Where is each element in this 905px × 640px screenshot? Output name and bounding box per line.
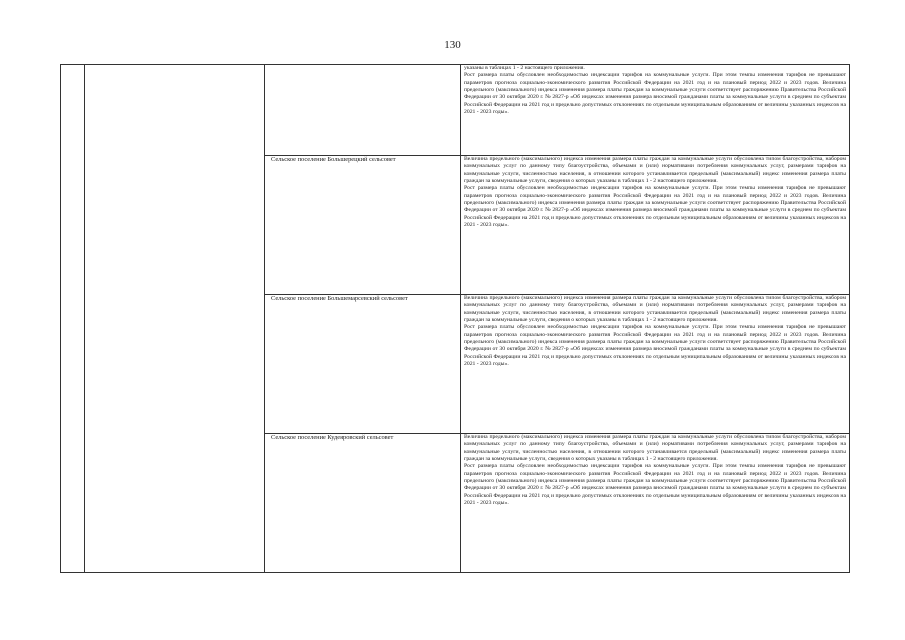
justification-text [461, 295, 849, 368]
paragraph: Величина предельного (максимального) индекса изменения размера платы граждан за коммунальные услуги обусловлена типом благоустройства, набором коммунальных услуг по данному типу благоустройства, объемами и (или) нормативами потребления коммунальных услуг, размерами тарифов на коммунальные услуги, численностью населения, в отношении которого устанавливается предельный (максимальный) индекс изменения размера платы граждан за коммунальные услуги, сведения о которых указаны в таблицах 1 - 2 настоящего приложения. [464, 295, 846, 324]
paragraph: Рост размера платы обусловлен необходимостью индексации тарифов на коммунальные услуги. При этом темпы изменения тарифов не превышают параметров прогноза социально-экономического развития Российской Федерации на 2021 год и на плановый период 2022 и 2023 годов. Величина предельного (максимального) индекса изменения размера платы граждан за коммунальные услуги соответствует распоряжению Правительства Российской Федерации от 30 октября 2020 г. № 2827-р «Об индексах изменения размера вносимой гражданами платы за коммунальные услуги в среднем по субъектам Российской Федерации на 2021 год и предельно допустимых отклонениях по отдельным муниципальным образованиям от величины указанных индексов на 2021 - 2023 годы». [464, 72, 846, 116]
justification-text [461, 434, 849, 507]
justification-cell [461, 156, 850, 295]
paragraph: Величина предельного (максимального) индекса изменения размера платы граждан за коммунальные услуги обусловлена типом благоустройства, набором коммунальных услуг по данному типу благоустройства, объемами и (или) нормативами потребления коммунальных услуг, размерами тарифов на коммунальные услуги, численностью населения, в отношении которого устанавливается предельный (максимальный) индекс изменения размера платы граждан за коммунальные услуги, сведения о которых указаны в таблицах 1 - 2 настоящего приложения. [464, 156, 846, 185]
settlement-cell [265, 434, 461, 573]
settlement-name: Сельское поселение Большемарсевский сельсовет [271, 295, 408, 302]
justification-cell [461, 295, 850, 434]
settlement-cell [265, 295, 461, 434]
settlement-name: Сельское поселение Большерецкий сельсовет [271, 156, 396, 163]
justification-text [461, 65, 849, 116]
paragraph: Величина предельного (максимального) индекса изменения размера платы граждан за коммунальные услуги обусловлена типом благоустройства, набором коммунальных услуг по данному типу благоустройства, объемами и (или) нормативами потребления коммунальных услуг, размерами тарифов на коммунальные услуги, численностью населения, в отношении которого устанавливается предельный (максимальный) индекс изменения размера платы граждан за коммунальные услуги, сведения о которых указаны в таблицах 1 - 2 настоящего приложения. [464, 434, 846, 463]
index-column [61, 65, 85, 573]
paragraph: указаны в таблицах 1 - 2 настоящего приложения. [464, 65, 585, 71]
settlement-cell [265, 65, 461, 156]
paragraph: Рост размера платы обусловлен необходимостью индексации тарифов на коммунальные услуги. При этом темпы изменения тарифов не превышают параметров прогноза социально-экономического развития Российской Федерации на 2021 год и на плановый период 2022 и 2023 годов. Величина предельного (максимального) индекса изменения размера платы граждан за коммунальные услуги соответствует распоряжению Правительства Российской Федерации от 30 октября 2020 г. № 2827-р «Об индексах изменения размера вносимой гражданами платы за коммунальные услуги в среднем по субъектам Российской Федерации на 2021 год и предельно допустимых отклонениях по отдельным муниципальным образованиям от величины указанных индексов на 2021 - 2023 годы». [464, 324, 846, 368]
justification-cell [461, 65, 850, 156]
paragraph: Рост размера платы обусловлен необходимостью индексации тарифов на коммунальные услуги. При этом темпы изменения тарифов не превышают параметров прогноза социально-экономического развития Российской Федерации на 2021 год и на плановый период 2022 и 2023 годов. Величина предельного (максимального) индекса изменения размера платы граждан за коммунальные услуги соответствует распоряжению Правительства Российской Федерации от 30 октября 2020 г. № 2827-р «Об индексах изменения размера вносимой гражданами платы за коммунальные услуги в среднем по субъектам Российской Федерации на 2021 год и предельно допустимых отклонениях по отдельным муниципальным образованиям от величины указанных индексов на 2021 - 2023 годы». [464, 185, 846, 229]
municipality-column [85, 65, 265, 573]
settlement-cell [265, 156, 461, 295]
settlement-name: Сельское поселение Кудеяровский сельсовет [271, 434, 394, 441]
table-row [61, 65, 850, 156]
indices-table [60, 64, 850, 573]
page-number: 130 [444, 39, 461, 51]
justification-cell [461, 434, 850, 573]
paragraph: Рост размера платы обусловлен необходимостью индексации тарифов на коммунальные услуги. При этом темпы изменения тарифов не превышают параметров прогноза социально-экономического развития Российской Федерации на 2021 год и на плановый период 2022 и 2023 годов. Величина предельного (максимального) индекса изменения размера платы граждан за коммунальные услуги соответствует распоряжению Правительства Российской Федерации от 30 октября 2020 г. № 2827-р «Об индексах изменения размера вносимой гражданами платы за коммунальные услуги в среднем по субъектам Российской Федерации на 2021 год и предельно допустимых отклонениях по отдельным муниципальным образованиям от величины указанных индексов на 2021 - 2023 годы». [464, 463, 846, 507]
justification-text [461, 156, 849, 229]
